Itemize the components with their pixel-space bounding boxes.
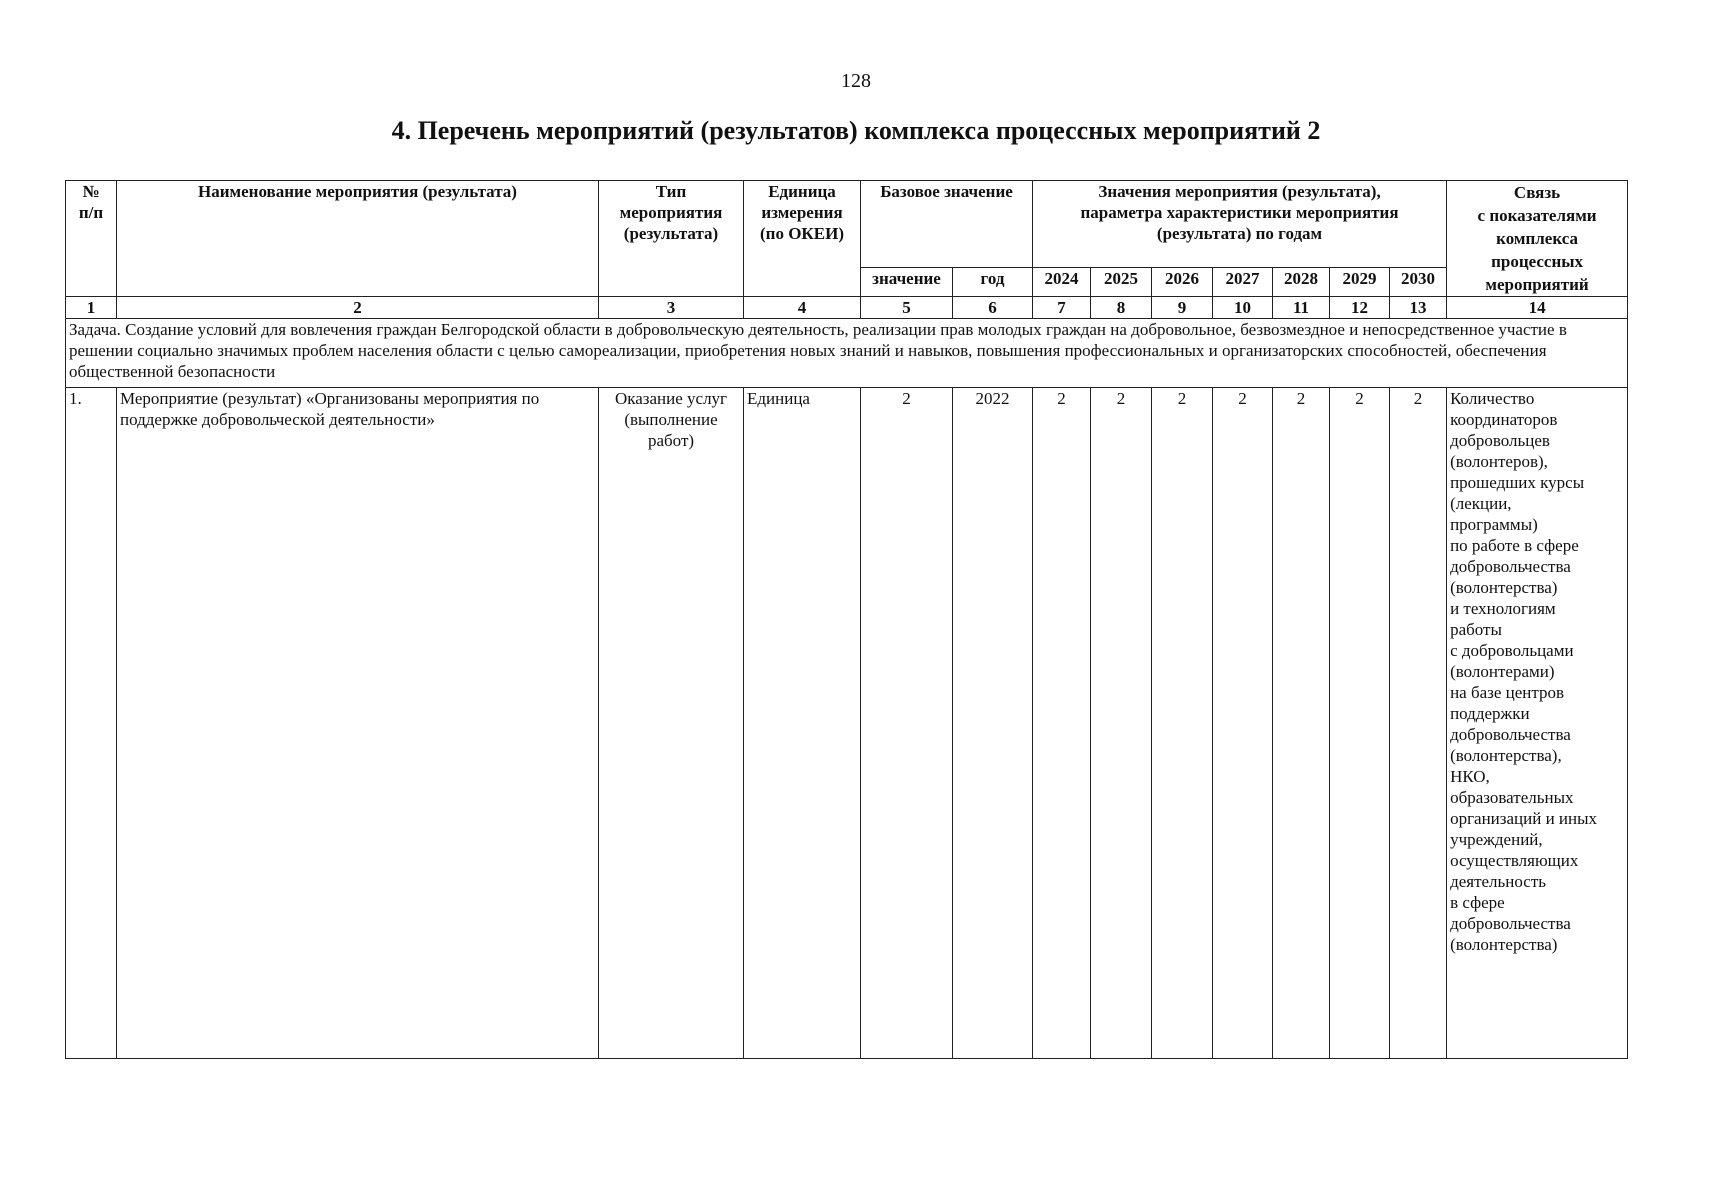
column-number: 13 [1390, 297, 1447, 319]
row-unit: Единица [744, 388, 861, 1059]
header-name: Наименование мероприятия (результата) [117, 181, 599, 297]
header-year-2025: 2025 [1091, 267, 1152, 296]
header-link: Связь с показателями комплекса процессных мероприятий [1447, 181, 1628, 297]
column-number: 12 [1330, 297, 1390, 319]
header-row-1 [66, 181, 1628, 268]
column-number: 8 [1091, 297, 1152, 319]
column-number: 3 [599, 297, 744, 319]
header-values: Значения мероприятия (результата), параметра характеристики мероприятия (результата) по годам [1033, 181, 1447, 268]
header-year-2030: 2030 [1390, 267, 1447, 296]
document-title: 4. Перечень мероприятий (результатов) комплекса процессных мероприятий 2 [391, 116, 1321, 145]
column-number: 6 [953, 297, 1033, 319]
header-year-2028: 2028 [1273, 267, 1330, 296]
row-value-2027: 2 [1213, 388, 1273, 1059]
header-year-2029: 2029 [1330, 267, 1390, 296]
header-base-year: год [953, 267, 1033, 296]
row-value-2030: 2 [1390, 388, 1447, 1059]
row-base-value: 2 [861, 388, 953, 1059]
column-number: 10 [1213, 297, 1273, 319]
row-base-year: 2022 [953, 388, 1033, 1059]
row-type: Оказание услуг (выполнение работ) [599, 388, 744, 1059]
column-number: 11 [1273, 297, 1330, 319]
column-number: 1 [66, 297, 117, 319]
row-value-2024: 2 [1033, 388, 1091, 1059]
row-name: Мероприятие (результат) «Организованы мероприятия по поддержке добровольческой деятельности» [117, 388, 599, 1059]
header-year-2026: 2026 [1152, 267, 1213, 296]
table-row [66, 388, 1628, 1059]
row-value-2026: 2 [1152, 388, 1213, 1059]
column-number: 4 [744, 297, 861, 319]
header-base: Базовое значение [861, 181, 1033, 268]
events-table [65, 180, 1628, 1059]
column-number: 14 [1447, 297, 1628, 319]
header-base-value: значение [861, 267, 953, 296]
row-num: 1. [66, 388, 117, 1059]
column-number: 2 [117, 297, 599, 319]
header-unit: Единица измерения (по ОКЕИ) [744, 181, 861, 297]
page-number: 128 [841, 70, 871, 92]
column-number-row [66, 297, 1628, 319]
row-link: Количество координаторов добровольцев (волонтеров), прошедших курсы (лекции, программы) по работе в сфере добровольчества (волонтерства) и технологиям работы с добровольцами (волонтерами) на базе центров поддержки добровольчества (волонтерства), НКО, образовательных организаций и иных учреждений, осуществляющих деятельность в сфере добровольчества (волонтерства) [1447, 388, 1628, 1059]
header-type: Тип мероприятия (результата) [599, 181, 744, 297]
header-year-2024: 2024 [1033, 267, 1091, 296]
header-num: № п/п [66, 181, 117, 297]
column-number: 7 [1033, 297, 1091, 319]
task-row [66, 319, 1628, 388]
task-text: Задача. Создание условий для вовлечения граждан Белгородской области в добровольческую деятельность, реализации прав молодых граждан на добровольное, безвозмездное и непосредственное участие в решении социально значимых проблем населения области с целью самореализации, приобретения новых знаний и навыков, повышения профессиональных и организаторских способностей, обеспечения общественной безопасности [66, 319, 1628, 388]
row-value-2025: 2 [1091, 388, 1152, 1059]
header-year-2027: 2027 [1213, 267, 1273, 296]
column-number: 9 [1152, 297, 1213, 319]
row-value-2028: 2 [1273, 388, 1330, 1059]
column-number: 5 [861, 297, 953, 319]
row-value-2029: 2 [1330, 388, 1390, 1059]
